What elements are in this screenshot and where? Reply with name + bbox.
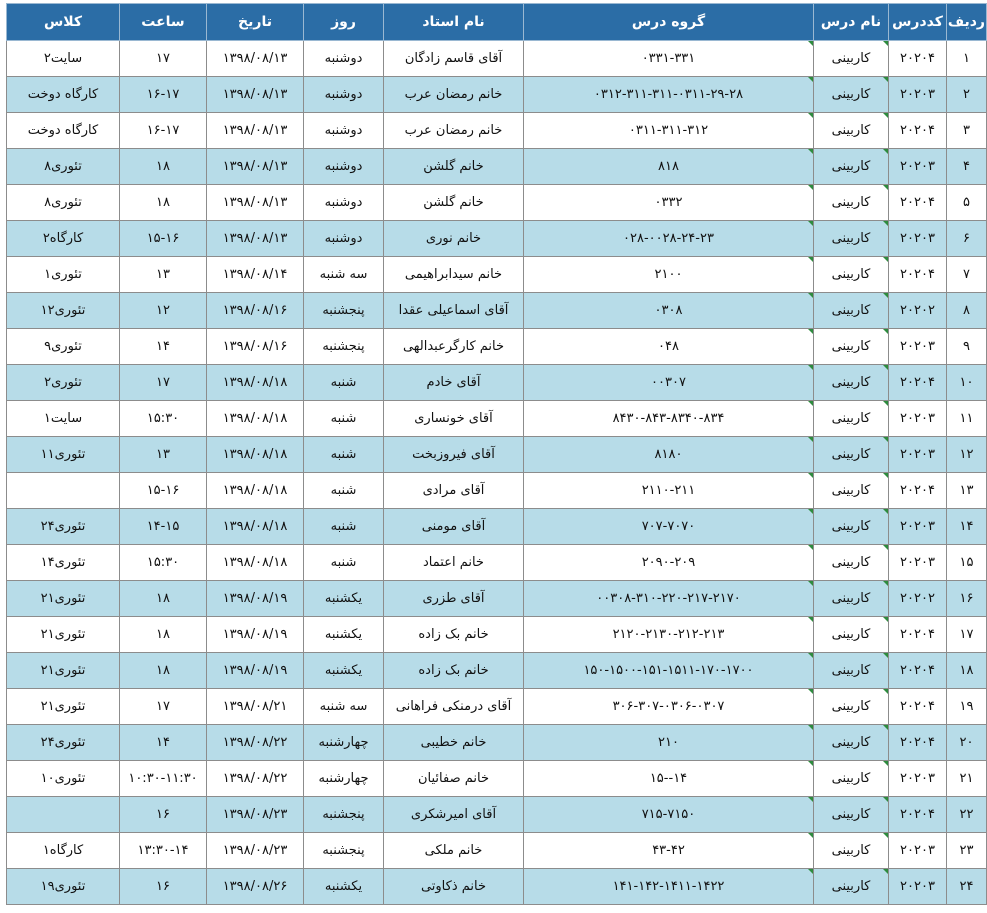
day-cell: دوشنبه bbox=[304, 113, 384, 149]
course-group: ۱۴۱-۱۴۲-۱۴۱۱-۱۴۲۲ bbox=[524, 869, 814, 905]
table-row bbox=[7, 473, 987, 509]
date-cell: ۱۳۹۸/۰۸/۱۸ bbox=[207, 473, 304, 509]
table-row bbox=[7, 689, 987, 725]
date-cell: ۱۳۹۸/۰۸/۱۳ bbox=[207, 185, 304, 221]
row-number: ۱۲ bbox=[947, 437, 987, 473]
course-group: ۸۴۳۰-۸۴۳-۸۳۴۰-۸۳۴ bbox=[524, 401, 814, 437]
table-row bbox=[7, 41, 987, 77]
course-name: کاربینی bbox=[814, 725, 889, 761]
row-number: ۵ bbox=[947, 185, 987, 221]
course-code: ۲۰۲۰۳ bbox=[889, 545, 947, 581]
teacher-name: خانم ملکی bbox=[384, 833, 524, 869]
course-group: ۰۴۸ bbox=[524, 329, 814, 365]
day-cell: دوشنبه bbox=[304, 77, 384, 113]
time-cell: ۱۳:۳۰-۱۴ bbox=[120, 833, 207, 869]
room-cell: سایت۱ bbox=[7, 401, 120, 437]
day-cell: چهارشنبه bbox=[304, 761, 384, 797]
course-code: ۲۰۲۰۴ bbox=[889, 257, 947, 293]
row-number: ۱۷ bbox=[947, 617, 987, 653]
header-row-number: ردیف bbox=[947, 4, 987, 41]
course-name: کاربینی bbox=[814, 869, 889, 905]
course-group: ۰۳۱۱-۳۱۱-۳۱۲ bbox=[524, 113, 814, 149]
header-date: تاریخ bbox=[207, 4, 304, 41]
course-name: کاربینی bbox=[814, 149, 889, 185]
course-code: ۲۰۲۰۳ bbox=[889, 761, 947, 797]
course-name: کاربینی bbox=[814, 437, 889, 473]
room-cell: تئوری۱۲ bbox=[7, 293, 120, 329]
course-code: ۲۰۲۰۴ bbox=[889, 365, 947, 401]
time-cell: ۱۴ bbox=[120, 329, 207, 365]
date-cell: ۱۳۹۸/۰۸/۱۳ bbox=[207, 41, 304, 77]
time-cell: ۱۸ bbox=[120, 581, 207, 617]
day-cell: دوشنبه bbox=[304, 41, 384, 77]
row-number: ۸ bbox=[947, 293, 987, 329]
date-cell: ۱۳۹۸/۰۸/۱۹ bbox=[207, 581, 304, 617]
course-code: ۲۰۲۰۲ bbox=[889, 581, 947, 617]
course-group: ۰۰۳۰۸-۳۱۰-۲۲۰-۲۱۷-۲۱۷۰ bbox=[524, 581, 814, 617]
course-group: ۸۱۸ bbox=[524, 149, 814, 185]
table-row bbox=[7, 185, 987, 221]
course-group: ۰۳۳۱-۳۳۱ bbox=[524, 41, 814, 77]
teacher-name: آقای فیروزبخت bbox=[384, 437, 524, 473]
day-cell: چهارشنبه bbox=[304, 725, 384, 761]
room-cell bbox=[7, 473, 120, 509]
teacher-name: خانم سیدابراهیمی bbox=[384, 257, 524, 293]
time-cell: ۱۲ bbox=[120, 293, 207, 329]
date-cell: ۱۳۹۸/۰۸/۲۲ bbox=[207, 725, 304, 761]
room-cell: تئوری۲۱ bbox=[7, 689, 120, 725]
date-cell: ۱۳۹۸/۰۸/۱۹ bbox=[207, 653, 304, 689]
teacher-name: آقای خونساری bbox=[384, 401, 524, 437]
course-code: ۲۰۲۰۴ bbox=[889, 653, 947, 689]
room-cell bbox=[7, 797, 120, 833]
course-code: ۲۰۲۰۳ bbox=[889, 401, 947, 437]
row-number: ۲۳ bbox=[947, 833, 987, 869]
course-group: ۰۰۳۰۷ bbox=[524, 365, 814, 401]
room-cell: تئوری۲۴ bbox=[7, 725, 120, 761]
course-code: ۲۰۲۰۳ bbox=[889, 149, 947, 185]
date-cell: ۱۳۹۸/۰۸/۱۸ bbox=[207, 365, 304, 401]
course-name: کاربینی bbox=[814, 221, 889, 257]
course-group: ۷۰۷-۷۰۷۰ bbox=[524, 509, 814, 545]
date-cell: ۱۳۹۸/۰۸/۱۴ bbox=[207, 257, 304, 293]
course-name: کاربینی bbox=[814, 185, 889, 221]
room-cell: کارگاه دوخت bbox=[7, 113, 120, 149]
time-cell: ۱۶-۱۷ bbox=[120, 113, 207, 149]
course-name: کاربینی bbox=[814, 77, 889, 113]
day-cell: شنبه bbox=[304, 437, 384, 473]
teacher-name: خانم خطیبی bbox=[384, 725, 524, 761]
room-cell: تئوری۱۴ bbox=[7, 545, 120, 581]
day-cell: پنجشنبه bbox=[304, 293, 384, 329]
course-group: ۰۳۳۲ bbox=[524, 185, 814, 221]
time-cell: ۱۵:۳۰ bbox=[120, 401, 207, 437]
row-number: ۷ bbox=[947, 257, 987, 293]
day-cell: پنجشنبه bbox=[304, 833, 384, 869]
time-cell: ۱۰:۳۰-۱۱:۳۰ bbox=[120, 761, 207, 797]
room-cell: کارگاه دوخت bbox=[7, 77, 120, 113]
date-cell: ۱۳۹۸/۰۸/۲۳ bbox=[207, 797, 304, 833]
course-code: ۲۰۲۰۳ bbox=[889, 329, 947, 365]
time-cell: ۱۸ bbox=[120, 149, 207, 185]
teacher-name: خانم گلشن bbox=[384, 149, 524, 185]
teacher-name: آقای درمنکی فراهانی bbox=[384, 689, 524, 725]
day-cell: یکشنبه bbox=[304, 581, 384, 617]
course-name: کاربینی bbox=[814, 509, 889, 545]
time-cell: ۱۴ bbox=[120, 725, 207, 761]
row-number: ۱۶ bbox=[947, 581, 987, 617]
date-cell: ۱۳۹۸/۰۸/۱۸ bbox=[207, 509, 304, 545]
teacher-name: خانم بک زاده bbox=[384, 617, 524, 653]
day-cell: شنبه bbox=[304, 509, 384, 545]
time-cell: ۱۳ bbox=[120, 437, 207, 473]
table-row bbox=[7, 725, 987, 761]
teacher-name: آقای طزری bbox=[384, 581, 524, 617]
table-row bbox=[7, 617, 987, 653]
room-cell: تئوری۱۰ bbox=[7, 761, 120, 797]
course-code: ۲۰۲۰۴ bbox=[889, 617, 947, 653]
header-course-code: کددرس bbox=[889, 4, 947, 41]
time-cell: ۱۶-۱۷ bbox=[120, 77, 207, 113]
day-cell: سه شنبه bbox=[304, 689, 384, 725]
row-number: ۲۴ bbox=[947, 869, 987, 905]
course-name: کاربینی bbox=[814, 797, 889, 833]
course-name: کاربینی bbox=[814, 401, 889, 437]
course-name: کاربینی bbox=[814, 761, 889, 797]
teacher-name: خانم گلشن bbox=[384, 185, 524, 221]
table-row bbox=[7, 869, 987, 905]
table-row bbox=[7, 113, 987, 149]
time-cell: ۱۷ bbox=[120, 365, 207, 401]
teacher-name: آقای مرادی bbox=[384, 473, 524, 509]
date-cell: ۱۳۹۸/۰۸/۱۳ bbox=[207, 221, 304, 257]
table-row bbox=[7, 401, 987, 437]
day-cell: دوشنبه bbox=[304, 221, 384, 257]
table-row bbox=[7, 329, 987, 365]
row-number: ۱۵ bbox=[947, 545, 987, 581]
row-number: ۱۸ bbox=[947, 653, 987, 689]
course-code: ۲۰۲۰۳ bbox=[889, 869, 947, 905]
room-cell: تئوری۹ bbox=[7, 329, 120, 365]
course-code: ۲۰۲۰۳ bbox=[889, 221, 947, 257]
course-group: ۰۲۸-۰۰۲۸-۲۴-۲۳ bbox=[524, 221, 814, 257]
course-code: ۲۰۲۰۴ bbox=[889, 725, 947, 761]
course-code: ۲۰۲۰۳ bbox=[889, 437, 947, 473]
course-group: ۲۱۰ bbox=[524, 725, 814, 761]
course-code: ۲۰۲۰۴ bbox=[889, 113, 947, 149]
teacher-name: خانم رمضان عرب bbox=[384, 77, 524, 113]
course-code: ۲۰۲۰۳ bbox=[889, 833, 947, 869]
course-code: ۲۰۲۰۴ bbox=[889, 41, 947, 77]
room-cell: تئوری۲۱ bbox=[7, 653, 120, 689]
course-name: کاربینی bbox=[814, 617, 889, 653]
day-cell: یکشنبه bbox=[304, 617, 384, 653]
room-cell: تئوری۲۱ bbox=[7, 581, 120, 617]
teacher-name: خانم بک زاده bbox=[384, 653, 524, 689]
room-cell: سایت۲ bbox=[7, 41, 120, 77]
day-cell: یکشنبه bbox=[304, 653, 384, 689]
course-code: ۲۰۲۰۴ bbox=[889, 185, 947, 221]
course-code: ۲۰۲۰۳ bbox=[889, 77, 947, 113]
course-code: ۲۰۲۰۴ bbox=[889, 689, 947, 725]
course-group: ۲۱۲۰-۲۱۳۰-۲۱۲-۲۱۳ bbox=[524, 617, 814, 653]
course-group: ۸۱۸۰ bbox=[524, 437, 814, 473]
table-row bbox=[7, 797, 987, 833]
row-number: ۱ bbox=[947, 41, 987, 77]
row-number: ۱۹ bbox=[947, 689, 987, 725]
header-room: کلاس bbox=[7, 4, 120, 41]
table-row bbox=[7, 257, 987, 293]
date-cell: ۱۳۹۸/۰۸/۲۲ bbox=[207, 761, 304, 797]
course-group: ۳۰۶-۳۰۷-۰۳۰۶-۰۳۰۷ bbox=[524, 689, 814, 725]
row-number: ۶ bbox=[947, 221, 987, 257]
table-row bbox=[7, 221, 987, 257]
date-cell: ۱۳۹۸/۰۸/۱۶ bbox=[207, 293, 304, 329]
time-cell: ۱۵-۱۶ bbox=[120, 473, 207, 509]
course-code: ۲۰۲۰۳ bbox=[889, 509, 947, 545]
teacher-name: آقای قاسم زادگان bbox=[384, 41, 524, 77]
course-name: کاربینی bbox=[814, 653, 889, 689]
teacher-name: آقای مومنی bbox=[384, 509, 524, 545]
date-cell: ۱۳۹۸/۰۸/۱۸ bbox=[207, 437, 304, 473]
row-number: ۲۱ bbox=[947, 761, 987, 797]
room-cell: کارگاه۲ bbox=[7, 221, 120, 257]
time-cell: ۱۸ bbox=[120, 185, 207, 221]
course-name: کاربینی bbox=[814, 545, 889, 581]
teacher-name: خانم اعتماد bbox=[384, 545, 524, 581]
room-cell: تئوری۲۴ bbox=[7, 509, 120, 545]
course-name: کاربینی bbox=[814, 365, 889, 401]
teacher-name: آقای امیرشکری bbox=[384, 797, 524, 833]
date-cell: ۱۳۹۸/۰۸/۱۳ bbox=[207, 149, 304, 185]
course-name: کاربینی bbox=[814, 473, 889, 509]
course-name: کاربینی bbox=[814, 581, 889, 617]
time-cell: ۱۶ bbox=[120, 797, 207, 833]
date-cell: ۱۳۹۸/۰۸/۱۸ bbox=[207, 545, 304, 581]
header-row bbox=[7, 4, 987, 41]
row-number: ۲ bbox=[947, 77, 987, 113]
course-code: ۲۰۲۰۴ bbox=[889, 797, 947, 833]
course-code: ۲۰۲۰۲ bbox=[889, 293, 947, 329]
day-cell: پنجشنبه bbox=[304, 797, 384, 833]
course-name: کاربینی bbox=[814, 689, 889, 725]
room-cell: تئوری۱ bbox=[7, 257, 120, 293]
row-number: ۱۰ bbox=[947, 365, 987, 401]
header-course-name: نام درس bbox=[814, 4, 889, 41]
header-course-group: گروه درس bbox=[524, 4, 814, 41]
date-cell: ۱۳۹۸/۰۸/۱۸ bbox=[207, 401, 304, 437]
course-group: ۱۵۰-۱۵۰۰-۱۵۱-۱۵۱۱-۱۷۰-۱۷۰۰ bbox=[524, 653, 814, 689]
header-time: ساعت bbox=[120, 4, 207, 41]
course-group: ۲۱۰۰ bbox=[524, 257, 814, 293]
course-group: ۰۳۰۸ bbox=[524, 293, 814, 329]
header-teacher: نام استاد bbox=[384, 4, 524, 41]
table-row bbox=[7, 437, 987, 473]
date-cell: ۱۳۹۸/۰۸/۱۳ bbox=[207, 77, 304, 113]
row-number: ۳ bbox=[947, 113, 987, 149]
teacher-name: آقای خادم bbox=[384, 365, 524, 401]
course-group: ۱۴--۱۵ bbox=[524, 761, 814, 797]
course-name: کاربینی bbox=[814, 257, 889, 293]
row-number: ۲۲ bbox=[947, 797, 987, 833]
course-group: ۲۰۹۰-۲۰۹ bbox=[524, 545, 814, 581]
room-cell: تئوری۸ bbox=[7, 185, 120, 221]
teacher-name: خانم کارگرعبدالهی bbox=[384, 329, 524, 365]
row-number: ۱۴ bbox=[947, 509, 987, 545]
course-name: کاربینی bbox=[814, 113, 889, 149]
day-cell: شنبه bbox=[304, 401, 384, 437]
table-row bbox=[7, 77, 987, 113]
time-cell: ۱۸ bbox=[120, 653, 207, 689]
teacher-name: خانم ذکاوتی bbox=[384, 869, 524, 905]
table-row bbox=[7, 545, 987, 581]
teacher-name: خانم صفائیان bbox=[384, 761, 524, 797]
date-cell: ۱۳۹۸/۰۸/۱۹ bbox=[207, 617, 304, 653]
row-number: ۲۰ bbox=[947, 725, 987, 761]
row-number: ۴ bbox=[947, 149, 987, 185]
day-cell: شنبه bbox=[304, 545, 384, 581]
date-cell: ۱۳۹۸/۰۸/۲۳ bbox=[207, 833, 304, 869]
date-cell: ۱۳۹۸/۰۸/۱۶ bbox=[207, 329, 304, 365]
teacher-name: آقای اسماعیلی عقدا bbox=[384, 293, 524, 329]
course-group: ۷۱۵-۷۱۵۰ bbox=[524, 797, 814, 833]
table-row bbox=[7, 149, 987, 185]
day-cell: شنبه bbox=[304, 365, 384, 401]
header-day: روز bbox=[304, 4, 384, 41]
table-row bbox=[7, 761, 987, 797]
room-cell: تئوری۸ bbox=[7, 149, 120, 185]
course-group: ۰۳۱۲-۳۱۱-۳۱۱-۰۳۱۱-۲۹-۲۸ bbox=[524, 77, 814, 113]
course-name: کاربینی bbox=[814, 329, 889, 365]
row-number: ۱۱ bbox=[947, 401, 987, 437]
course-name: کاربینی bbox=[814, 41, 889, 77]
time-cell: ۱۵-۱۶ bbox=[120, 221, 207, 257]
time-cell: ۱۴-۱۵ bbox=[120, 509, 207, 545]
room-cell: تئوری۱۹ bbox=[7, 869, 120, 905]
table-row bbox=[7, 293, 987, 329]
course-group: ۲۱۱۰-۲۱۱ bbox=[524, 473, 814, 509]
table-row bbox=[7, 653, 987, 689]
schedule-table bbox=[6, 3, 987, 905]
day-cell: پنجشنبه bbox=[304, 329, 384, 365]
course-code: ۲۰۲۰۴ bbox=[889, 473, 947, 509]
time-cell: ۱۷ bbox=[120, 41, 207, 77]
room-cell: کارگاه۱ bbox=[7, 833, 120, 869]
course-name: کاربینی bbox=[814, 833, 889, 869]
date-cell: ۱۳۹۸/۰۸/۲۶ bbox=[207, 869, 304, 905]
table-row bbox=[7, 365, 987, 401]
day-cell: شنبه bbox=[304, 473, 384, 509]
row-number: ۹ bbox=[947, 329, 987, 365]
day-cell: دوشنبه bbox=[304, 185, 384, 221]
day-cell: سه شنبه bbox=[304, 257, 384, 293]
room-cell: تئوری۲۱ bbox=[7, 617, 120, 653]
room-cell: تئوری۲ bbox=[7, 365, 120, 401]
date-cell: ۱۳۹۸/۰۸/۲۱ bbox=[207, 689, 304, 725]
time-cell: ۱۸ bbox=[120, 617, 207, 653]
room-cell: تئوری۱۱ bbox=[7, 437, 120, 473]
day-cell: یکشنبه bbox=[304, 869, 384, 905]
course-name: کاربینی bbox=[814, 293, 889, 329]
table-row bbox=[7, 581, 987, 617]
time-cell: ۱۵:۳۰ bbox=[120, 545, 207, 581]
table-row bbox=[7, 833, 987, 869]
course-group: ۴۳-۴۲ bbox=[524, 833, 814, 869]
row-number: ۱۳ bbox=[947, 473, 987, 509]
time-cell: ۱۶ bbox=[120, 869, 207, 905]
time-cell: ۱۷ bbox=[120, 689, 207, 725]
teacher-name: خانم نوری bbox=[384, 221, 524, 257]
teacher-name: خانم رمضان عرب bbox=[384, 113, 524, 149]
date-cell: ۱۳۹۸/۰۸/۱۳ bbox=[207, 113, 304, 149]
table-row bbox=[7, 509, 987, 545]
day-cell: دوشنبه bbox=[304, 149, 384, 185]
time-cell: ۱۳ bbox=[120, 257, 207, 293]
